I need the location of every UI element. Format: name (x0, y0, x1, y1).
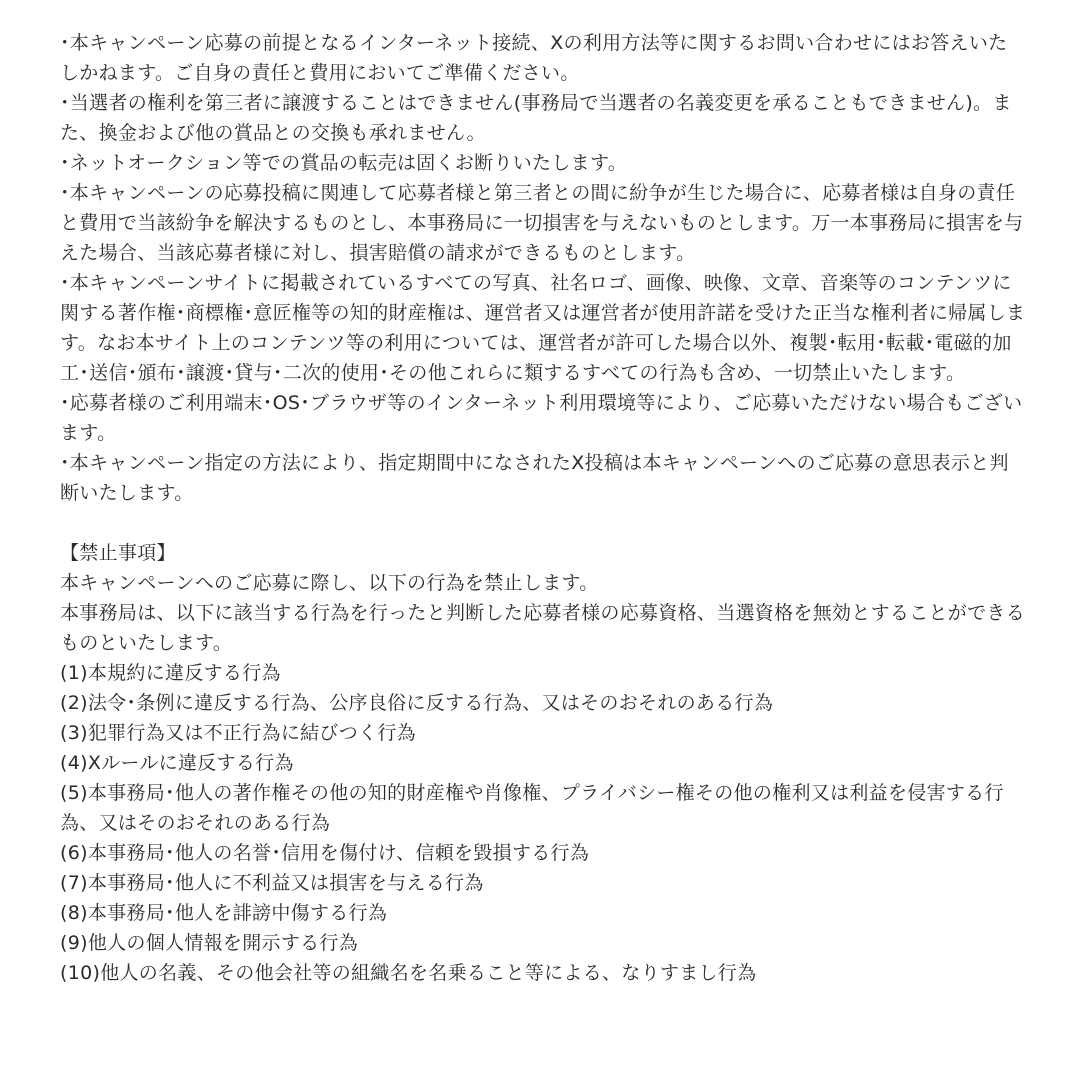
note-item: ･本キャンペーン指定の方法により、指定期間中になされたX投稿は本キャンペーンへのご応募の意思表示と判断いたします。 (60, 452, 1009, 504)
intro-text: 本キャンペーンへのご応募に際し、以下の行為を禁止します。 (60, 572, 599, 594)
intro-text: 本事務局は、以下に該当する行為を行ったと判断した応募者様の応募資格、当選資格を無効とすることができるものといたします。 (60, 602, 1026, 654)
note-item: ･応募者様のご利用端末･OS･ブラウザ等のインターネット利用環境等により、ご応募いただけない場合もございます。 (60, 392, 1023, 444)
note-item: ･当選者の権利を第三者に譲渡することはできません(事務局で当選者の名義変更を承ることもできません)。また、換金および他の賞品との交換も承れません。 (60, 92, 1012, 144)
note-item: ･本キャンペーンの応募投稿に関連して応募者様と第三者との間に紛争が生じた場合に、応募者様は自身の責任と費用で当該紛争を解決するものとし、本事務局に一切損害を与えないものとします。万一本事務局に損害を与えた場合、当該応募者様に対し、損害賠償の請求ができるものとします。 (60, 182, 1024, 264)
section-gap (60, 508, 1026, 538)
prohibited-section (60, 538, 1026, 988)
prohibited-item: (4)Xルールに違反する行為 (60, 752, 294, 774)
note-item: ･ネットオークション等での賞品の転売は固くお断りいたします。 (60, 152, 628, 174)
prohibited-item: (9)他人の個人情報を開示する行為 (60, 932, 359, 954)
note-item: ･本キャンペーンサイトに掲載されているすべての写真、社名ロゴ、画像、映像、文章、音楽等のコンテンツに関する著作権･商標権･意匠権等の知的財産権は、運営者又は運営者が使用許諾を受けた正当な権利者に帰属します。なお本サイト上のコンテンツ等の利用については、運営者が許可した場合以外、複製･転用･転載･電磁的加工･送信･頒布･譲渡･貸与･二次的使用･その他これらに類するすべての行為も含め、一切禁止いたします。 (60, 272, 1026, 384)
prohibited-item: (8)本事務局･他人を誹謗中傷する行為 (60, 902, 388, 924)
terms-document (60, 28, 1026, 988)
prohibited-item: (5)本事務局･他人の著作権その他の知的財産権や肖像権、プライバシー権その他の権利又は利益を侵害する行為、又はそのおそれのある行為 (60, 782, 1004, 834)
note-item: ･本キャンペーン応募の前提となるインターネット接続、Xの利用方法等に関するお問い合わせにはお答えいたしかねます。ご自身の責任と費用においてご準備ください。 (60, 32, 1008, 84)
prohibited-item: (3)犯罪行為又は不正行為に結びつく行為 (60, 722, 416, 744)
prohibited-item: (1)本規約に違反する行為 (60, 662, 281, 684)
notes-list (60, 28, 1026, 508)
prohibited-item: (2)法令･条例に違反する行為、公序良俗に反する行為、又はそのおそれのある行為 (60, 692, 774, 714)
prohibited-item: (6)本事務局･他人の名誉･信用を傷付け、信頼を毀損する行為 (60, 842, 590, 864)
prohibited-item: (7)本事務局･他人に不利益又は損害を与える行為 (60, 872, 484, 894)
prohibited-item: (10)他人の名義、その他会社等の組織名を名乗ること等による、なりすまし行為 (60, 962, 757, 984)
section-heading: 【禁止事項】 (60, 542, 176, 564)
